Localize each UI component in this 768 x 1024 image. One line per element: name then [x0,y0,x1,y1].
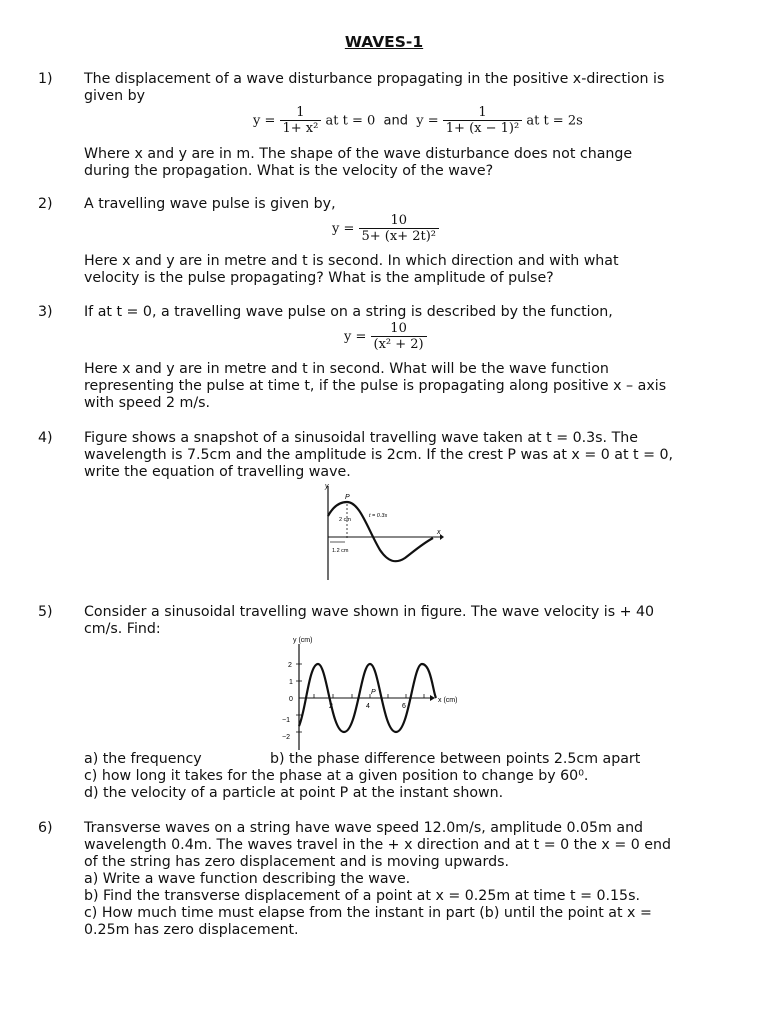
question-text: Here x and y are in metre and t in second. What will be the wave function representing the pulse at time t, if the pulse is propagating along positive x – axis with speed 2 m/s. [84,361,667,411]
part-a: a) Write a wave function describing the wave. [84,871,411,887]
part-c: c) how long it takes for the phase at a given position to change by 60⁰. [84,768,589,784]
question-number: 2) [38,196,53,212]
point-p-label: P [371,689,376,696]
sinusoidal-wave-figure [278,632,493,752]
y-tick-label: −1 [282,717,290,724]
question-number: 3) [38,304,53,320]
part-c: c) How much time must elapse from the instant in part (b) until the point at x = [84,905,652,921]
equation: y = $\frac{1}{\text{1+ x²}}$ at t = 0 and y = $\frac{1}{\text{1+ (x − 1)²}}$ at t = 2s [253,105,583,136]
wave-snapshot-figure [312,480,447,582]
part-b: b) the phase difference between points 2.5cm apart [270,751,641,767]
x-axis-arrow [440,534,444,540]
question-number: 1) [38,71,53,87]
part-d: d) the velocity of a particle at point P at the instant shown. [84,785,504,801]
y-tick-label: 2 [288,662,292,669]
x-tick-label: 2 [329,703,333,710]
question-number: 4) [38,430,53,446]
y-axis-label: y (cm) [293,637,313,644]
question-text: Figure shows a snapshot of a sinusoidal travelling wave taken at t = 0.3s. The wavelength is 7.5cm and the amplitude is 2cm. If the crest P was at x = 0 at t = 0, write the equation of travelling wave. [84,430,674,480]
question-text: The displacement of a wave disturbance propagating in the positive x-direction is given by [84,71,665,104]
x-tick-label: 4 [366,703,370,710]
question-number: 5) [38,604,53,620]
page-title: WAVES-1 [344,33,424,51]
point-p-label: P [345,494,350,501]
y-axis-label: y [325,483,329,490]
part-b: b) Find the transverse displacement of a point at x = 0.25m at time t = 0.15s. [84,888,640,904]
offset-label: 1.2 cm [332,548,349,554]
question-text: Here x and y are in metre and t is second. In which direction and with what velocity is the pulse propagating? What is the amplitude of pulse? [84,253,619,286]
y-tick-label: 0 [289,696,293,703]
equation: y = $\frac{10}{\text{5+ (x+ 2t)²}}$ [332,213,439,245]
x-tick-label: 6 [402,703,406,710]
question-text: Where x and y are in m. The shape of the wave disturbance does not change during the propagation. What is the velocity of the wave? [84,146,633,179]
question-number: 6) [38,820,53,836]
y-tick-label: 1 [289,679,293,686]
question-text: A travelling wave pulse is given by, [84,196,336,212]
question-text: Transverse waves on a string have wave speed 12.0m/s, amplitude 0.05m and wavelength 0.4m. The waves travel in the + x direction and at t = 0 the x = 0 end of the string has zero displacement and is moving upwards. a) Write a wave function describing the wave. b) Find the transverse displacement of a point at x = 0.25m at time t = 0.15s. c) How much time must elapse from the instant in part (b) until the point at x = 0.25m has zero displacement. [84,820,730,939]
x-axis-label: x (cm) [438,697,458,704]
part-a: a) the frequency [84,751,202,767]
y-tick-label: −2 [282,734,290,741]
question-text: If at t = 0, a travelling wave pulse on a string is described by the function, [84,304,613,320]
amplitude-label: 2 cm [339,517,351,523]
x-axis-label: x [437,529,441,536]
equation: y = $\frac{10}{\text{(x² + 2)}}$ [344,321,427,353]
question-text: Consider a sinusoidal travelling wave shown in figure. The wave velocity is + 40 cm/s. Find: [84,604,655,637]
question-parts [84,751,730,802]
time-label: t = 0.3s [369,513,388,519]
